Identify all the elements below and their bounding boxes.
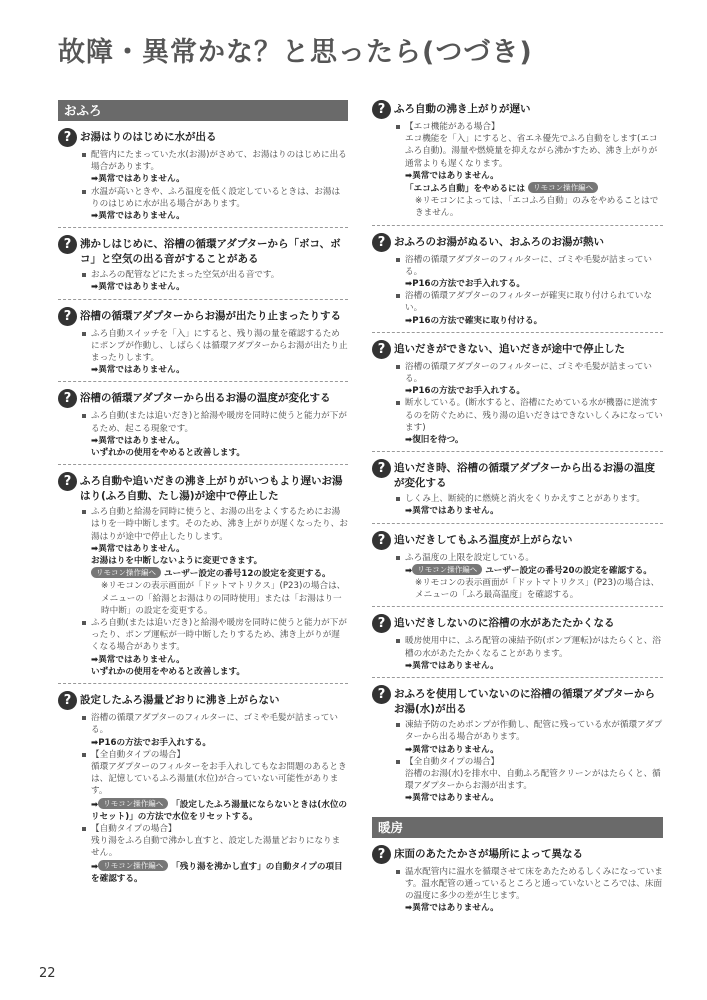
result-text: ➡異常ではありません。 <box>91 435 185 446</box>
faq-title: 追いだきができない、追いだきが途中で停止した <box>394 342 625 355</box>
bullet-text: 浴槽の循環アダプターのフィルターに、ゴミや毛髪が詰まっている。 <box>395 361 663 385</box>
result-text: ➡異常ではありません。 <box>91 211 185 222</box>
section-header-ofuro: おふろ <box>58 100 348 121</box>
arrow-icon: ➡ <box>91 282 99 293</box>
bullet-tag: 【全自動タイプの場合】 <box>81 749 348 761</box>
bullet-tag: 【全自動タイプの場合】 <box>395 756 663 768</box>
result-text: ➡P16の方法でお手入れする。 <box>405 386 525 397</box>
arrow-icon: ➡ <box>91 543 99 554</box>
arrow-icon: ➡ <box>405 744 413 755</box>
faq-item <box>58 472 348 684</box>
result-text: ➡異常ではありません。 <box>405 903 499 914</box>
bullet-text: ふろ自動と給湯を同時に使うと、お湯の出をよくするためにお湯はりを一時中断します。そのため、沸き上がりが遅くなったり、お湯はりが途中で停止したりします。 <box>81 506 348 543</box>
note-text: ※リモコンの表示画面が「ドットマトリクス」(P23)の場合は、メニューの「ふろ最高温度」を確認する。 <box>415 578 660 601</box>
arrow-icon: ➡ <box>91 861 99 872</box>
faq-title: 追いだき時、浴槽の循環アダプターから出るお湯の温度が変化する <box>394 462 656 490</box>
faq-title: ふろ自動の沸き上がりが遅い <box>394 103 531 115</box>
result-text: ➡ リモコン操作編へ ユーザー設定の番号20の設定を確認する。 <box>405 564 652 576</box>
bullet-text: 水温が高いときや、ふろ温度を低く設定しているときは、お湯はりのはじめに水が出る場合があります。 <box>81 186 348 210</box>
bullet-text: 凍結予防のためポンプが作動し、配管に残っている水が循環アダプターから出る場合があります。 <box>395 719 663 743</box>
faq-item <box>372 614 663 678</box>
bullet-text: おふろの配管などにたまった空気が出る音です。 <box>81 269 348 281</box>
faq-item <box>372 233 663 333</box>
bullet-text: 暖房使用中に、ふろ配管の凍結予防(ポンプ運転)がはたらくと、浴槽の水があたたかくなることがあります。 <box>395 635 663 659</box>
question-icon: ? <box>372 531 391 550</box>
bullet-text: ふろ自動(または追いだき)と給湯や暖房を同時に使うと能力が下がるため、起こる現象です。 <box>81 410 348 434</box>
result-text: ➡異常ではありません。 <box>405 660 499 671</box>
arrow-icon: ➡ <box>405 315 413 326</box>
arrow-icon: ➡ <box>91 435 99 446</box>
result-text: ➡異常ではありません。 <box>405 744 499 755</box>
note-text: ※リモコンの表示画面が「ドットマトリクス」(P23)の場合は、メニューの「給湯とお湯はりの同時使用」または「お湯はり一時中断」の設定を変更する。 <box>101 581 346 616</box>
result-text: リモコン操作編へ ユーザー設定の番号12の設定を変更する。 <box>81 567 348 580</box>
faq-item <box>372 459 663 523</box>
result-text: ➡異常ではありません。 <box>91 365 185 376</box>
result-text: いずれかの使用をやめると改善します。 <box>91 666 246 677</box>
faq-title: おふろのお湯がぬるい、おふろのお湯が熱い <box>394 235 604 248</box>
page-number: 22 <box>39 966 56 981</box>
faq-item <box>372 100 663 226</box>
question-icon: ? <box>58 691 77 710</box>
result-text: ➡復旧を待つ。 <box>405 435 464 446</box>
faq-item <box>372 845 663 920</box>
question-icon: ? <box>372 459 391 478</box>
bullet-text: ふろ自動(または追いだき)と給湯や暖房を同時に使うと能力が下がったり、ポンプ運転が一時中断したりするため、沸き上がりが遅くなる場合があります。 <box>81 617 348 654</box>
arrow-icon: ➡ <box>91 737 99 748</box>
result-text: ➡P16の方法でお手入れする。 <box>405 279 525 290</box>
question-icon: ? <box>58 389 77 408</box>
faq-title: 沸かしはじめに、浴槽の循環アダプターから「ボコ、ボコ」と空気の出る音がすることがある <box>80 238 341 266</box>
remocon-badge[interactable]: リモコン操作編へ <box>528 182 598 193</box>
faq-title: 床面のあたたかさが場所によって異なる <box>394 847 583 860</box>
arrow-icon: ➡ <box>91 211 99 222</box>
result-text: いずれかの使用をやめると改善します。 <box>91 448 246 459</box>
question-icon: ? <box>58 472 77 491</box>
result-text: ➡P16の方法でお手入れする。 <box>91 737 211 748</box>
question-icon: ? <box>372 233 391 252</box>
result-text: ➡異常ではありません。 <box>91 174 185 185</box>
faq-item <box>58 235 348 299</box>
remocon-badge[interactable]: リモコン操作編へ <box>412 564 482 575</box>
bullet-text: 浴槽の循環アダプターのフィルターが確実に取り付けられていない。 <box>395 290 663 314</box>
result-text: ➡異常ではありません。 <box>91 654 185 665</box>
bullet-text: 循環アダプターのフィルターをお手入れしてもなお問題のあるときは、記憶しているふろ湯量(水位)が合っていない可能性があります。 <box>91 761 347 797</box>
question-icon: ? <box>372 100 391 119</box>
bullet-text: 浴槽のお湯(水)を排水中、自動ふろ配管クリーンがはたらくと、循環アダプターからお湯が出ます。 <box>405 768 661 792</box>
bullet-tag: 【エコ機能がある場合】 <box>395 121 663 133</box>
arrow-icon: ➡ <box>405 279 413 290</box>
question-icon: ? <box>58 307 77 326</box>
arrow-icon: ➡ <box>405 793 413 804</box>
faq-title: 浴槽の循環アダプターから出るお湯の温度が変化する <box>80 392 331 405</box>
question-icon: ? <box>372 845 391 864</box>
arrow-icon: ➡ <box>91 365 99 376</box>
arrow-icon: ➡ <box>405 386 413 397</box>
remocon-badge[interactable]: リモコン操作編へ <box>98 860 168 871</box>
question-icon: ? <box>372 685 391 704</box>
faq-item <box>372 685 663 809</box>
remocon-badge[interactable]: リモコン操作編へ <box>91 567 161 578</box>
faq-title: 追いだきしてもふろ温度が上がらない <box>394 533 573 546</box>
faq-item <box>372 531 663 608</box>
arrow-icon: ➡ <box>91 174 99 185</box>
remocon-badge[interactable]: リモコン操作編へ <box>98 798 168 809</box>
bullet-text: しくみ上、断続的に燃焼と消火をくりかえすことがあります。 <box>395 493 663 505</box>
bullet-text: 残り湯をふろ自動で沸かし直すと、設定した湯量どおりになりません。 <box>91 836 341 859</box>
question-icon: ? <box>58 235 77 254</box>
right-column <box>372 100 663 926</box>
arrow-icon: ➡ <box>405 170 413 181</box>
arrow-icon: ➡ <box>91 654 99 665</box>
faq-title: 設定したふろ湯量どおりに沸き上がらない <box>80 694 280 707</box>
faq-item <box>58 307 348 383</box>
result-text: ➡ リモコン操作編へ 「残り湯を沸かし直す」の自動タイプの項目を確認する。 <box>91 860 343 884</box>
section-header-danbo: 暖房 <box>372 817 663 838</box>
bullet-text: 断水している。(断水すると、浴槽にためている水が機器に逆流するのを防ぐために、残り湯の追いだきはできないしくみになっています) <box>395 397 663 434</box>
result-text: ➡異常ではありません。 <box>91 282 185 293</box>
bullet-text: ふろ温度の上限を設定している。 <box>395 552 663 564</box>
arrow-icon: ➡ <box>405 435 413 446</box>
faq-item <box>58 128 348 228</box>
bullet-text: 浴槽の循環アダプターのフィルターに、ゴミや毛髪が詰まっている。 <box>395 254 663 278</box>
bullet-text: 浴槽の循環アダプターのフィルターに、ゴミや毛髪が詰まっている。 <box>81 712 348 736</box>
note-text: ※リモコンによっては、「エコふろ自動」のみをやめることはできません。 <box>415 196 659 219</box>
result-text: 「エコふろ自動」をやめるには リモコン操作編へ <box>395 182 663 195</box>
bullet-text: 温水配管内に温水を循環させて床をあたためるしくみになっています。温水配管の通っているところと通っていないところでは、床面の温度に多少の差が生じます。 <box>395 866 663 903</box>
faq-title: 追いだきしないのに浴槽の水があたたかくなる <box>394 617 615 630</box>
faq-title: お湯はりのはじめに水が出る <box>80 131 217 143</box>
faq-title: 浴槽の循環アダプターからお湯が出たり止まったりする <box>80 309 342 322</box>
result-text: お湯はりを中断しないように変更できます。 <box>91 556 263 567</box>
bullet-text: ふろ自動スイッチを「入」にすると、残り湯の量を確認するためにポンプが作動し、しばらくは循環アダプターからお湯が出たり止まったりします。 <box>81 328 348 365</box>
arrow-icon: ➡ <box>405 903 413 914</box>
bullet-tag: 【自動タイプの場合】 <box>81 823 348 835</box>
result-text: ➡ リモコン操作編へ 「設定したふろ湯量にならないときは(水位のリセット)」の方法で水位をリセットする。 <box>91 798 348 822</box>
bullet-text: 配管内にたまっていた水(お湯)がさめて、お湯はりのはじめに出る場合があります。 <box>81 149 348 173</box>
result-text: ➡異常ではありません。 <box>405 793 499 804</box>
question-icon: ? <box>372 614 391 633</box>
result-text: ➡P16の方法で確実に取り付ける。 <box>405 315 543 326</box>
arrow-icon: ➡ <box>405 506 413 517</box>
bullet-text: エコ機能を「入」にすると、省エネ優先でふろ自動をします(エコふろ自動)。湯量や燃焼量を抑えながら沸かすため、沸き上がりが通常よりも遅くなります。 <box>405 134 658 169</box>
arrow-icon: ➡ <box>91 799 99 810</box>
result-text: ➡異常ではありません。 <box>405 170 499 181</box>
page-title: 故障・異常かな？と思ったら(つづき) <box>58 37 533 68</box>
faq-item <box>372 340 663 452</box>
faq-item <box>58 389 348 465</box>
faq-title: おふろを使用していないのに浴槽の循環アダプターからお湯(水)が出る <box>394 688 656 716</box>
arrow-icon: ➡ <box>405 565 413 576</box>
arrow-icon: ➡ <box>405 660 413 671</box>
faq-title: ふろ自動や追いだきの沸き上がりがいつもより遅いお湯はり(ふろ自動、たし湯)が途中で停止した <box>80 475 343 503</box>
faq-item <box>58 691 348 890</box>
result-text: ➡異常ではありません。 <box>405 506 499 517</box>
question-icon: ? <box>58 128 77 147</box>
result-text: ➡異常ではありません。 <box>91 543 185 554</box>
question-icon: ? <box>372 340 391 359</box>
left-column <box>58 100 348 897</box>
